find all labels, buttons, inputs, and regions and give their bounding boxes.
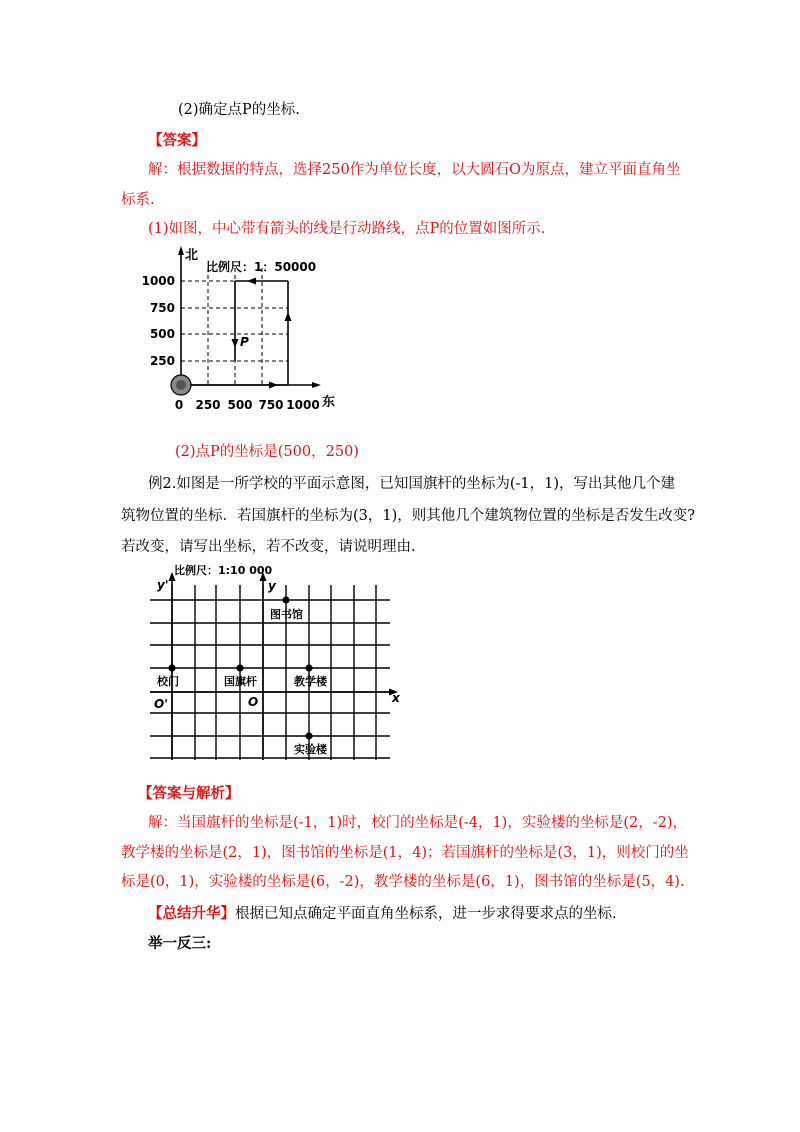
teaching-building-label: 教学楼: [294, 675, 327, 688]
point-p-label: P: [240, 335, 249, 349]
origin-prime-label: O': [154, 697, 168, 711]
answer-line: 解：根据数据的特点，选择250作为单位长度，以大圆石O为原点，建立平面直角坐: [148, 162, 681, 178]
answer-part-1: (1)如图，中心带有箭头的线是行动路线，点P的位置如图所示.: [148, 221, 546, 237]
summary-text: 根据已知点确定平面直角坐标系，进一步求得要求点的坐标.: [235, 906, 617, 922]
answer-analysis-line: 教学楼的坐标是(2，1)，图书馆的坐标是(1，4)；若国旗杆的坐标是(3，1)，则校门的坐: [121, 845, 689, 861]
x-tick-label: 0: [174, 398, 184, 412]
example-2-line: 例2.如图是一所学校的平面示意图，已知国旗杆的坐标为(-1，1)，写出其他几个建: [148, 476, 675, 492]
example-2-line: 筑物位置的坐标．若国旗杆的坐标为(3，1)，则其他几个建筑物位置的坐标是否发生改变?: [121, 508, 696, 524]
answer-heading: 【答案】: [148, 132, 206, 149]
library-label: 图书馆: [270, 608, 303, 621]
y-tick-label: 500: [149, 327, 175, 341]
practice-heading: 举一反三:: [148, 935, 212, 952]
north-label: 北: [185, 248, 199, 263]
scale-label: 比例尺：1:10 000: [174, 564, 273, 577]
question-2-prompt: (2)确定点P的坐标.: [178, 102, 300, 118]
school-gate-label: 校门: [157, 675, 179, 688]
east-label: 东: [322, 395, 336, 410]
x-axis-label: x: [392, 691, 400, 705]
flagpole-label: 国旗杆: [224, 675, 257, 688]
y-tick-label: 250: [149, 354, 175, 368]
answer-analysis-heading: 【答案与解析】: [138, 785, 240, 802]
school-map-figure: [140, 560, 410, 765]
summary-tag: 【总结升华】: [148, 905, 235, 922]
scale-label: 比例尺：1：50000: [206, 260, 317, 274]
example-2-line: 若改变，请写出坐标，若不改变，请说明理由.: [121, 539, 416, 555]
x-tick-label: 1000: [286, 398, 320, 412]
y-tick-label: 750: [149, 301, 175, 315]
origin-label: O: [248, 695, 259, 709]
summary: [148, 904, 617, 924]
answer-part-2: (2)点P的坐标是(500，250): [175, 444, 359, 460]
lab-building-label: 实验楼: [294, 743, 327, 756]
answer-analysis-line: 标是(0，1)，实验楼的坐标是(6，-2)，教学楼的坐标是(6，1)，图书馆的坐标是(5，4).: [121, 874, 685, 890]
answer-analysis-line: 解：当国旗杆的坐标是(-1，1)时，校门的坐标是(-4，1)，实验楼的坐标是(2，-2)，: [148, 815, 687, 831]
x-tick-label: 250: [195, 398, 221, 412]
answer-line: 标系.: [121, 192, 155, 208]
route-map-figure: [138, 240, 348, 416]
x-tick-label: 750: [258, 398, 284, 412]
y-axis-label: y: [268, 579, 276, 593]
x-tick-label: 500: [227, 398, 253, 412]
y-prime-axis-label: y': [157, 578, 169, 592]
y-tick-label: 1000: [141, 274, 175, 288]
